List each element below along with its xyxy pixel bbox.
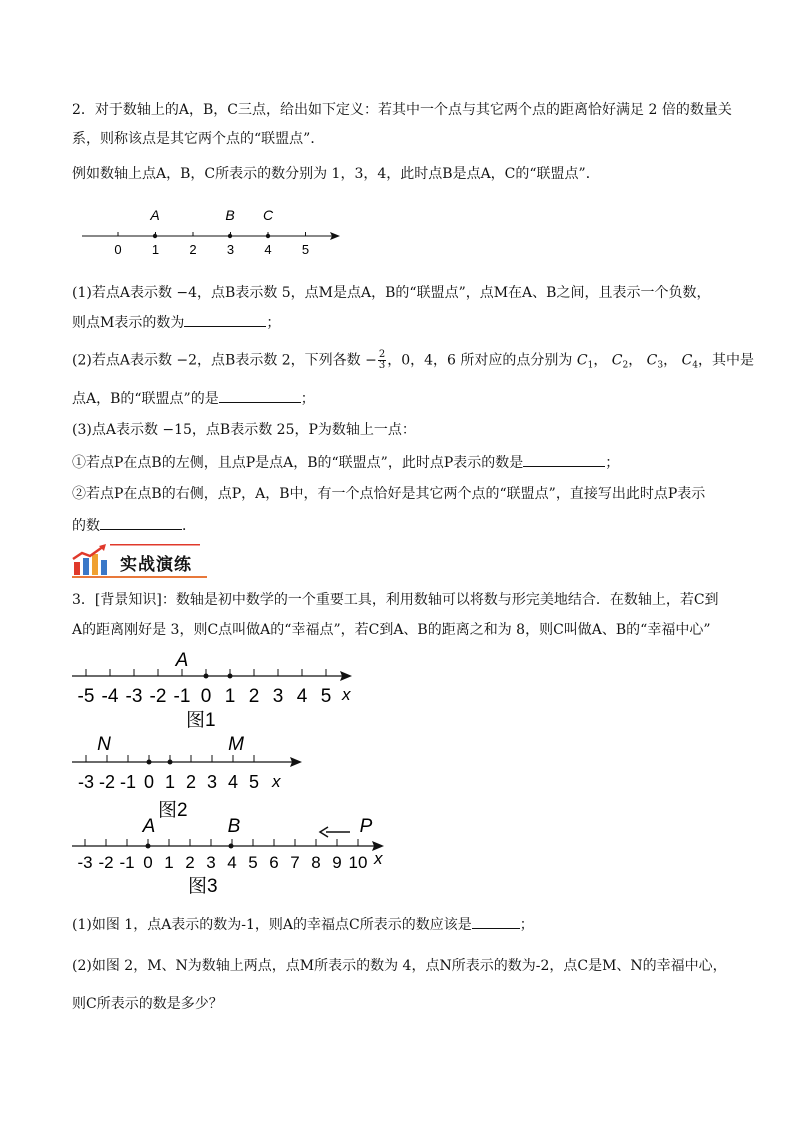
fig1-tick-label: 5 bbox=[320, 686, 332, 707]
q2-part3b-end: ． bbox=[182, 518, 196, 534]
fig1-point-a bbox=[204, 674, 209, 679]
q2-point-a bbox=[153, 234, 157, 238]
q2-point-b bbox=[228, 234, 232, 238]
fig2-tick-label: -3 bbox=[77, 772, 95, 792]
q2-axis-tick-label: 3 bbox=[226, 242, 235, 257]
q2-part1-line-1: (1)若点A表示数 −4，点B表示数 5，点M是点A，B的“联盟点”，点M在A、B之间，且表示一个负数， bbox=[72, 285, 711, 301]
fig2-point-n-label: N bbox=[97, 734, 111, 755]
c2-subscript: 2 bbox=[622, 360, 629, 371]
fig3-point-p-label: P bbox=[359, 816, 373, 837]
fig3-tick-label: 4 bbox=[227, 853, 237, 872]
fig3-tick-label: 7 bbox=[290, 853, 300, 872]
fig1-tick-label: 1 bbox=[224, 686, 236, 707]
fig1-tick-label: -4 bbox=[101, 686, 119, 707]
q2-axis-tick-label: 1 bbox=[151, 242, 160, 257]
q3-line-2: A的距离刚好是 3，则C点叫做A的“幸福点”，若C到A、B的距离之和为 8，则C叫做A、B的“幸福中心” bbox=[72, 622, 711, 638]
q2-axis-tick-label: 5 bbox=[301, 242, 310, 257]
fig3-tick-label: 2 bbox=[185, 853, 195, 872]
q2-part3b-line-1: ②若点P在点B的右侧，点P，A，B中，有一个点恰好是其它两个点的“联盟点”，直接写出此时点P表示 bbox=[72, 486, 706, 502]
q2-part1-answer-blank[interactable] bbox=[184, 312, 266, 327]
fig1-tick-label: 4 bbox=[296, 686, 308, 707]
fraction-denominator: 3 bbox=[378, 360, 386, 371]
q3-part1-line bbox=[72, 914, 534, 935]
figure-1-number-line bbox=[68, 644, 368, 734]
q3-part1-answer-blank[interactable] bbox=[472, 914, 520, 929]
fig1-point-a-label: A bbox=[175, 650, 189, 671]
fig2-caption: 图2 bbox=[158, 800, 188, 821]
fig1-tick-label: -2 bbox=[149, 686, 167, 707]
fig1-tick-label: 3 bbox=[272, 686, 284, 707]
practice-banner-title: 实战演练 bbox=[120, 555, 192, 575]
q2-part2-line-1: (2)若点A表示数 −2，点B表示数 2，下列各数 − $\frac{2}{3}$ ，0，4，6 所对应的点分别为 $C_1$， $C_2$， $C_3$， $C_4$，其中是 bbox=[72, 349, 755, 371]
fig3-axis-label: x bbox=[374, 849, 383, 868]
c1-subscript: 1 bbox=[587, 360, 594, 371]
q2-axis-tick-label: 0 bbox=[114, 242, 122, 257]
q2-part3a-text: ①若点P在点B的左侧，且点P是点A，B的“联盟点”，此时点P表示的数是 bbox=[72, 455, 524, 471]
q2-point-c-label: C bbox=[262, 207, 274, 223]
c2-letter: C bbox=[611, 352, 623, 369]
fig1-axis-label: x bbox=[342, 685, 351, 704]
q3-part2-line-1: (2)如图 2，M、N为数轴上两点，点M所表示的数为 4，点N所表示的数为-2，点C是M、N的幸福中心， bbox=[72, 958, 727, 974]
fig3-point-b bbox=[229, 844, 234, 849]
fig1-tick-label: 2 bbox=[248, 686, 260, 707]
fig3-tick-label: 0 bbox=[143, 853, 153, 872]
q2-part2-text-c: ，其中是 bbox=[698, 352, 755, 369]
fig3-tick-label: 9 bbox=[332, 853, 342, 872]
fig2-tick-label: 3 bbox=[206, 772, 218, 792]
fig2-tick-label: 4 bbox=[227, 772, 239, 792]
q2-part1-end: ； bbox=[266, 315, 281, 331]
q2-part1-line-2 bbox=[72, 312, 280, 333]
fig1-tick-label: -3 bbox=[125, 686, 143, 707]
q2-part2-answer-blank[interactable] bbox=[219, 388, 301, 403]
fig3-tick-label: 6 bbox=[269, 853, 279, 872]
q2-axis-tick-label: 2 bbox=[189, 242, 197, 257]
figure-3-number-line bbox=[68, 812, 398, 900]
fraction-numerator: 2 bbox=[378, 349, 386, 360]
fig3-tick-label: 1 bbox=[164, 853, 174, 872]
q3-part1-end: ； bbox=[519, 917, 534, 933]
q3-part2-line-2: 则C所表示的数是多少？ bbox=[72, 996, 223, 1012]
fig3-tick-label: 5 bbox=[248, 853, 258, 872]
q2-point-a-label: A bbox=[150, 207, 160, 223]
q2-number-line bbox=[78, 200, 348, 264]
q3-line-1: 3．[背景知识]：数轴是初中数学的一个重要工具，利用数轴可以将数与形完美地结合．在数轴上，若C到 bbox=[72, 592, 719, 608]
q2-part2-text-b: ，0，4，6 所对应的点分别为 bbox=[387, 352, 573, 369]
fig3-tick-label: 3 bbox=[206, 853, 216, 872]
fig2-tick-label: 5 bbox=[248, 772, 260, 792]
c3-subscript: 3 bbox=[657, 360, 664, 371]
q3-part1-text: (1)如图 1，点A表示的数为-1，则A的幸福点C所表示的数应该是 bbox=[72, 917, 472, 933]
fig3-tick-label: -2 bbox=[98, 853, 114, 872]
fig2-tick-label: -1 bbox=[119, 772, 137, 792]
fig2-point-m-label: M bbox=[228, 734, 244, 755]
q2-part3a-line bbox=[72, 452, 619, 473]
c3-letter: C bbox=[646, 352, 658, 369]
fig3-point-a-label: A bbox=[142, 816, 156, 837]
fig2-point-one bbox=[168, 760, 173, 765]
q2-part3b-text: 的数 bbox=[72, 518, 100, 534]
fig3-point-b-label: B bbox=[227, 816, 241, 837]
c1-letter: C bbox=[576, 352, 588, 369]
fig2-tick-label: 1 bbox=[164, 772, 176, 792]
q2-part2-line-2 bbox=[72, 388, 315, 409]
fig1-point-one bbox=[228, 674, 233, 679]
q2-axis-tick-label: 4 bbox=[264, 242, 272, 257]
fig3-caption: 图3 bbox=[188, 876, 218, 897]
fig2-point-zero bbox=[147, 760, 152, 765]
q2-line-1: 2．对于数轴上的A，B，C三点，给出如下定义：若其中一个点与其它两个点的距离恰好满足 2 倍的数量关 bbox=[72, 102, 732, 118]
fig2-axis-label: x bbox=[272, 772, 281, 791]
fig2-tick-label: -2 bbox=[98, 772, 116, 792]
fig1-tick-label: 0 bbox=[200, 686, 212, 707]
c4-subscript: 4 bbox=[692, 360, 699, 371]
q2-part2-end: ； bbox=[300, 391, 315, 407]
c4-letter: C bbox=[681, 352, 693, 369]
fig2-tick-label: 2 bbox=[185, 772, 197, 792]
fig2-tick-label: 0 bbox=[143, 772, 155, 792]
q2-part3a-end: ； bbox=[605, 455, 620, 471]
fig3-tick-label: -1 bbox=[119, 853, 135, 872]
q2-part3-line: (3)点A表示数 −15，点B表示数 25，P为数轴上一点： bbox=[72, 422, 416, 438]
fig1-caption: 图1 bbox=[186, 710, 216, 731]
q2-point-b-label: B bbox=[225, 207, 235, 223]
fig3-tick-label: -3 bbox=[77, 853, 93, 872]
q2-line-2: 系，则称该点是其它两个点的“联盟点”． bbox=[72, 131, 325, 147]
fig3-tick-label: 8 bbox=[311, 853, 321, 872]
q2-part3b-answer-blank[interactable] bbox=[100, 515, 182, 530]
q2-part3b-line-2 bbox=[72, 515, 196, 536]
q2-part2-text-a: (2)若点A表示数 −2，点B表示数 2，下列各数 − bbox=[72, 352, 377, 369]
fraction-two-thirds bbox=[378, 350, 386, 371]
fig1-tick-label: -5 bbox=[77, 686, 95, 707]
fig1-tick-label: -1 bbox=[173, 686, 191, 707]
q2-part3a-answer-blank[interactable] bbox=[523, 452, 605, 467]
q2-part2-text-2: 点A，B的“联盟点”的是 bbox=[72, 391, 219, 407]
fig3-point-a bbox=[146, 844, 151, 849]
fig3-tick-label: 10 bbox=[348, 853, 368, 872]
figure-2-number-line bbox=[68, 730, 308, 822]
q2-part1-text: 则点M表示的数为 bbox=[72, 315, 185, 331]
q2-example-line: 例如数轴上点A，B，C所表示的数分别为 1，3，4，此时点B是点A，C的“联盟点”． bbox=[72, 166, 600, 182]
q2-point-c bbox=[266, 234, 270, 238]
